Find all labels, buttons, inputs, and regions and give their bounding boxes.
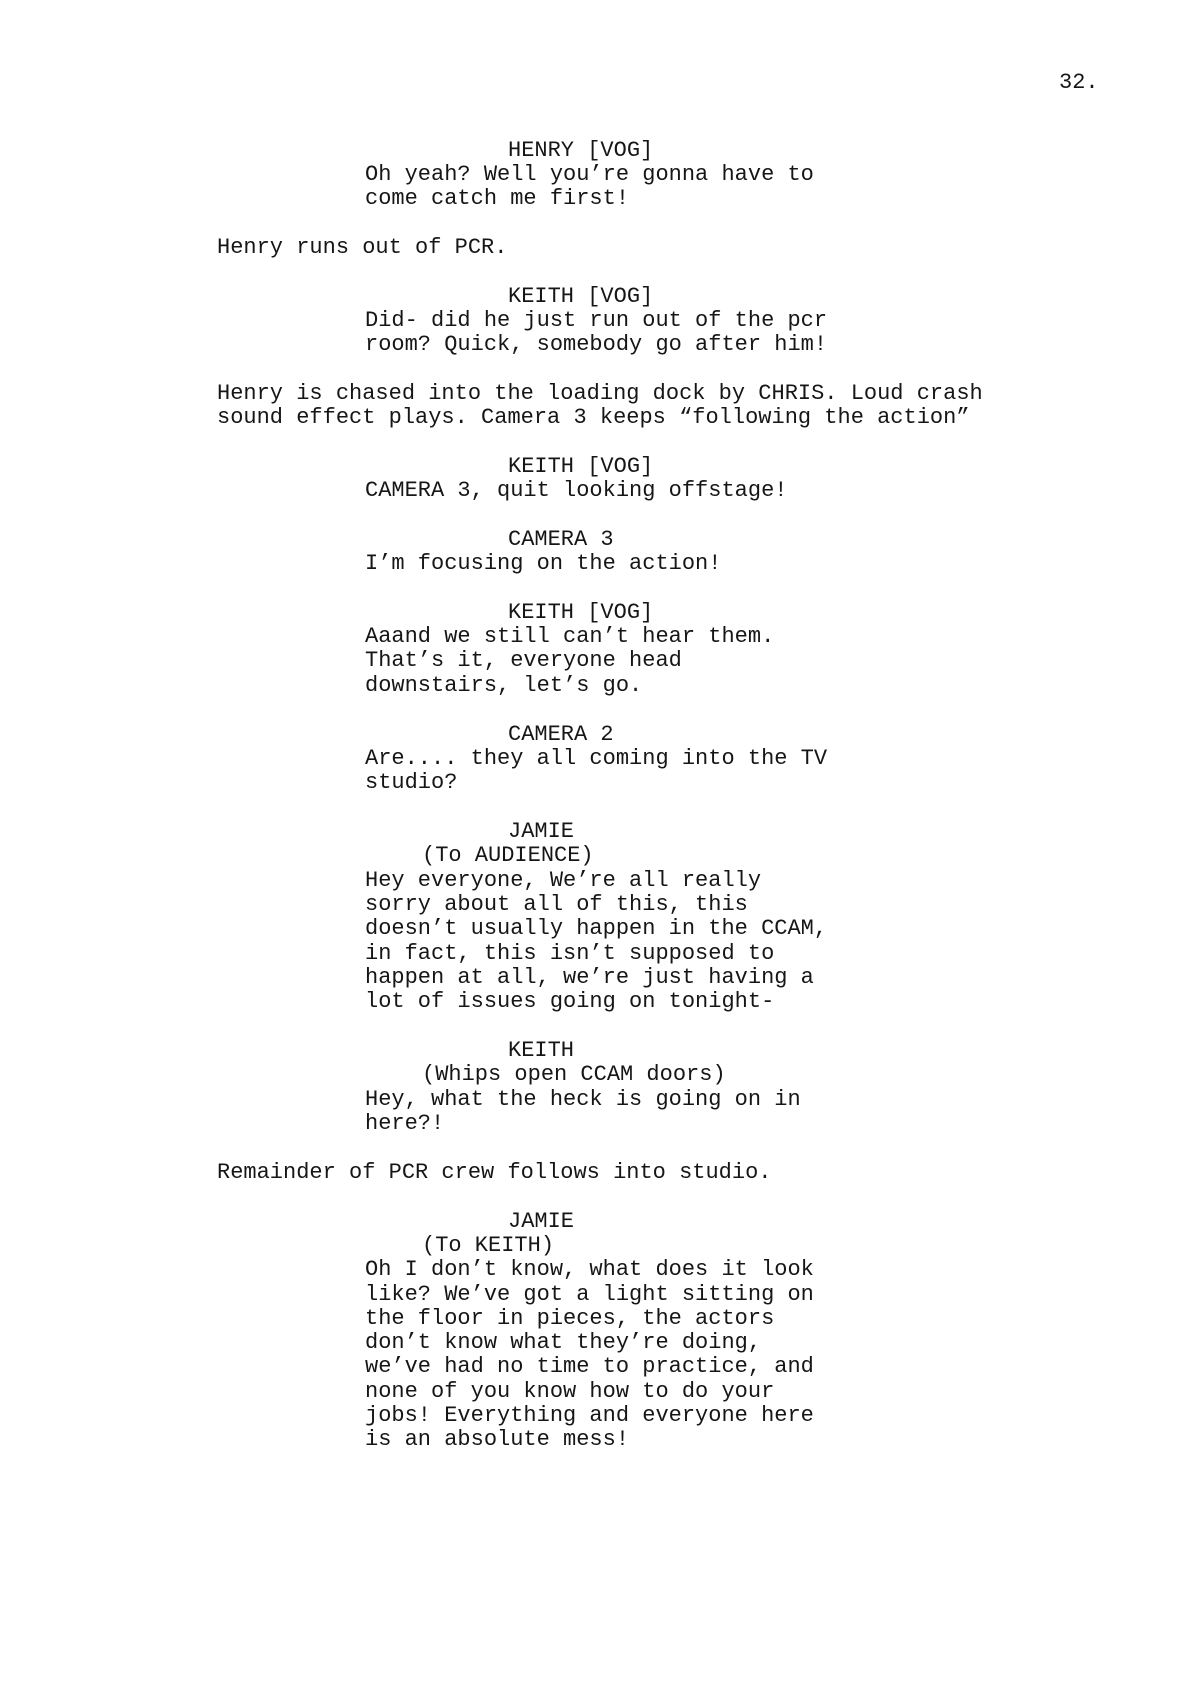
dialogue-line: here?! (365, 1111, 445, 1136)
dialogue-line: the floor in pieces, the actors (365, 1306, 775, 1331)
dialogue-line: That’s it, everyone head (365, 648, 682, 673)
dialogue-line: lot of issues going on tonight- (365, 989, 775, 1014)
dialogue-line: is an absolute mess! (365, 1427, 630, 1452)
dialogue-line: Did- did he just run out of the pcr (365, 308, 828, 333)
dialogue-line: Are.... they all coming into the TV (365, 746, 828, 771)
action-line: Henry is chased into the loading dock by CHRIS. Loud crash (217, 381, 983, 406)
character-name: HENRY [VOG] (508, 138, 654, 163)
dialogue-line: none of you know how to do your (365, 1379, 775, 1404)
dialogue-line: studio? (365, 770, 458, 795)
dialogue-line: Oh I don’t know, what does it look (365, 1257, 814, 1282)
character-name: JAMIE (508, 819, 575, 844)
parenthetical: (Whips open CCAM doors) (422, 1062, 726, 1087)
dialogue-line: in fact, this isn’t supposed to (365, 941, 775, 966)
action-line: Henry runs out of PCR. (217, 235, 508, 260)
dialogue-line: jobs! Everything and everyone here (365, 1403, 814, 1428)
parenthetical: (To AUDIENCE) (422, 843, 594, 868)
dialogue-line: we’ve had no time to practice, and (365, 1354, 814, 1379)
dialogue-line: I’m focusing on the action! (365, 551, 722, 576)
character-name: CAMERA 3 (508, 527, 614, 552)
action-line: sound effect plays. Camera 3 keeps “following the action” (217, 405, 970, 430)
dialogue-line: Oh yeah? Well you’re gonna have to (365, 162, 814, 187)
dialogue-line: don’t know what they’re doing, (365, 1330, 762, 1355)
action-line: Remainder of PCR crew follows into studio. (217, 1160, 772, 1185)
dialogue-line: sorry about all of this, this (365, 892, 748, 917)
dialogue-line: doesn’t usually happen in the CCAM, (365, 916, 828, 941)
character-name: JAMIE (508, 1209, 575, 1234)
dialogue-line: room? Quick, somebody go after him! (365, 332, 828, 357)
dialogue-line: happen at all, we’re just having a (365, 965, 814, 990)
character-name: KEITH [VOG] (508, 600, 654, 625)
dialogue-line: Hey, what the heck is going on in (365, 1087, 801, 1112)
page-number: 32. (1059, 70, 1099, 95)
dialogue-line: CAMERA 3, quit looking offstage! (365, 478, 788, 503)
dialogue-line: Aaand we still can’t hear them. (365, 624, 775, 649)
character-name: CAMERA 2 (508, 722, 614, 747)
parenthetical: (To KEITH) (422, 1233, 555, 1258)
dialogue-line: Hey everyone, We’re all really (365, 868, 762, 893)
dialogue-line: downstairs, let’s go. (365, 673, 643, 698)
character-name: KEITH (508, 1038, 575, 1063)
dialogue-line: like? We’ve got a light sitting on (365, 1282, 814, 1307)
character-name: KEITH [VOG] (508, 284, 654, 309)
dialogue-line: come catch me first! (365, 186, 630, 211)
character-name: KEITH [VOG] (508, 454, 654, 479)
